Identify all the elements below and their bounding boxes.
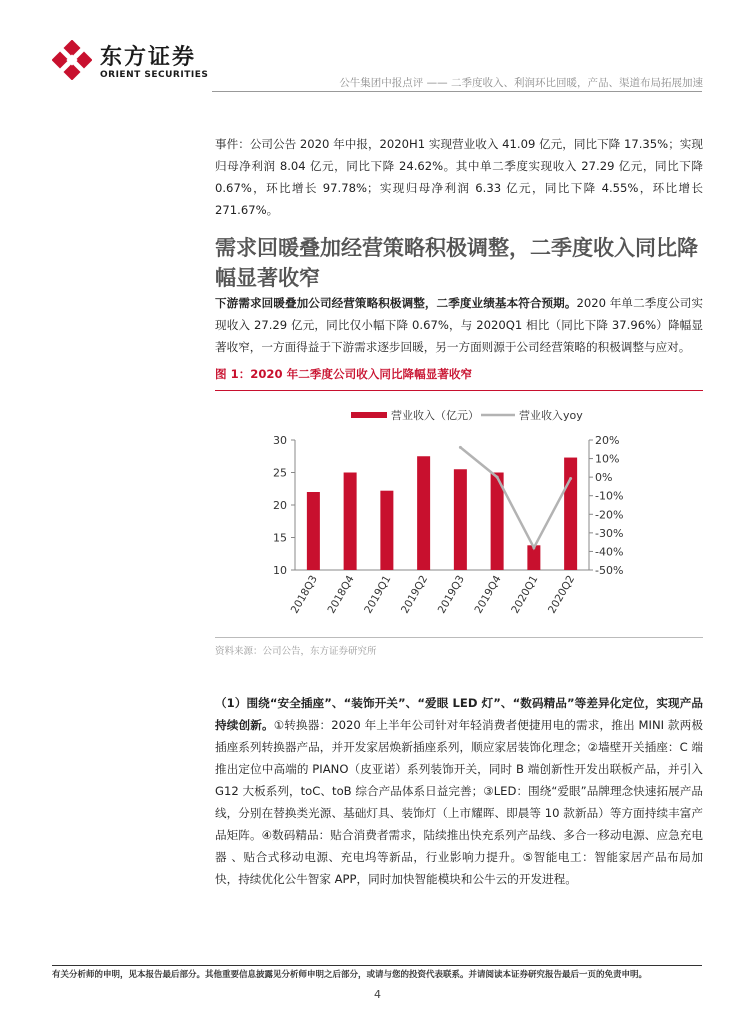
section-heading: 需求回暖叠加经营策略积极调整，二季度收入同比降幅显著收窄 — [215, 236, 698, 290]
revenue-chart — [215, 395, 703, 635]
yoy-point — [532, 546, 535, 549]
products-title-bold: （1）围绕“安全插座”、“装饰开关”、“爱眼 LED 灯”、“数码精品”等差异化定位，实现产品持续创新。 — [215, 696, 703, 732]
right-axis-tick-label: 10% — [595, 452, 620, 466]
right-axis-tick-label: -10% — [595, 489, 624, 503]
revenue-bar — [380, 491, 393, 570]
x-axis-category-label: 2019Q1 — [362, 573, 394, 616]
revenue-bar — [307, 492, 320, 570]
footer-disclaimer: 有关分析师的申明，见本报告最后部分。其他重要信息披露见分析师申明之后部分，或请与您的投资代表联系。并请阅读本证券研究报告最后一页的免责申明。 — [52, 970, 648, 980]
orient-securities-logo-icon — [52, 40, 92, 80]
section-lead-paragraph — [215, 292, 703, 358]
left-axis-tick-label: 25 — [273, 466, 287, 480]
revenue-bar — [417, 456, 430, 570]
left-axis-tick-label: 20 — [273, 499, 287, 512]
x-axis-category-label: 2018Q4 — [325, 573, 357, 616]
yoy-point — [569, 477, 572, 480]
section-lead-bold: 下游需求回暖叠加公司经营策略积极调整，二季度业绩基本符合预期。 — [215, 296, 577, 310]
footer-divider — [52, 965, 702, 966]
page-header — [0, 0, 755, 95]
yoy-point — [496, 476, 499, 479]
right-axis-tick-label: 20% — [595, 434, 620, 447]
x-axis-category-label: 2019Q4 — [472, 573, 504, 616]
x-axis-category-label: 2019Q2 — [398, 573, 431, 616]
left-axis-tick-label: 10 — [273, 564, 287, 577]
logo-chinese-name: 东方证券 — [100, 45, 197, 70]
right-axis-tick-label: -20% — [595, 508, 624, 522]
logo-english-name: ORIENT SECURITIES — [100, 70, 209, 80]
figure-bottom-rule — [215, 637, 703, 638]
revenue-bar — [564, 458, 577, 570]
products-paragraph — [215, 692, 703, 890]
event-paragraph: 事件：公司公告 2020 年中报，2020H1 实现营业收入 41.09 亿元，同比下降 17.35%；实现归母净利润 8.04 亿元，同比下降 24.62%。其中单二季度实现收入 27.29 亿元，同比下降 0.67%，环比增长 97.78%；实现归母净利润 6.33 亿元，同比下降 4.55%，环比增长 271.67%。 — [215, 137, 703, 217]
x-axis-category-label: 2020Q1 — [509, 573, 541, 616]
report-title: 公牛集团中报点评 —— 二季度收入、利润环比回暖，产品、渠道布局拓展加速 — [339, 77, 703, 89]
section-lead-text: 2020 年单二季度公司实现收入 27.29 亿元，同比仅小幅下降 0.67%，与 2020Q1 相比（同比下降 37.96%）降幅显著收窄，一方面得益于下游需求逐步回暖，另一方面则源于公司经营策略的积极调整与应对。 — [215, 296, 703, 354]
right-axis-tick-label: -50% — [595, 564, 624, 577]
figure-source: 资料来源：公司公告，东方证券研究所 — [215, 646, 377, 657]
x-axis-category-label: 2018Q3 — [288, 573, 320, 616]
page-number: 4 — [374, 988, 381, 1001]
yoy-point — [459, 446, 462, 449]
right-axis-tick-label: 0% — [595, 471, 613, 485]
yoy-line — [460, 447, 570, 547]
chart-plot-area — [273, 434, 623, 616]
header-divider — [212, 91, 702, 92]
revenue-bar — [454, 469, 467, 570]
figure-caption: 图 1：2020 年二季度公司收入同比降幅显著收窄 — [215, 367, 473, 381]
right-axis-tick-label: -30% — [595, 526, 624, 540]
x-axis-category-label: 2019Q3 — [435, 573, 467, 616]
legend-label-yoy: 营业收入yoy — [519, 409, 583, 422]
left-axis-tick-label: 15 — [273, 531, 287, 545]
legend-label-revenue: 营业收入（亿元） — [391, 409, 479, 422]
legend-swatch-revenue — [351, 412, 387, 418]
products-text: ①转换器：2020 年上半年公司针对年轻消费者便捷用电的需求，推出 MINI 款两极插座系列转换器产品，并开发家居焕新插座系列，顺应家居装饰化理念；②墙壁开关插座：C 端推出定位中高端的 PIANO（皮亚诺）系列装饰开关，同时 B 端创新性开发出联板产品，并引入 G12 大板系列，toC、toB 综合产品体系日益完善；③LED：围绕“爱眼”品牌理念快速拓展产品线，分别在替换类光源、基础灯具、装饰灯（上市耀晖、即晨等 10 款新品）等方面持续丰富产品矩阵。④数码精品：贴合消费者需求，陆续推出快充系列产品线、多合一移动电源、应急充电器 、贴合式移动电源、充电坞等新品，行业影响力提升。⑤智能电工：智能家居产品布局加快，持续优化公牛智家 APP，同时加快智能模块和公牛云的开发进程。 — [215, 718, 703, 886]
chart-legend — [351, 408, 583, 422]
revenue-bar — [344, 473, 357, 571]
figure-top-rule — [215, 390, 703, 391]
x-axis-category-label: 2020Q2 — [545, 573, 578, 616]
left-axis-tick-label: 30 — [273, 434, 287, 447]
right-axis-tick-label: -40% — [595, 545, 624, 559]
